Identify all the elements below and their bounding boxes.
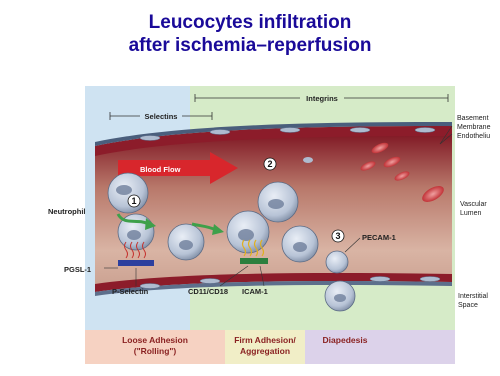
step-3-label: 3 (335, 231, 341, 241)
title-line-2: after ischemia–reperfusion (128, 35, 372, 56)
pecam-label: PECAM-1 (362, 233, 396, 242)
step-2-label: 2 (267, 159, 273, 169)
vascular-lumen-label-2: Lumen (460, 210, 482, 217)
endothelium-label: Endotheliu (457, 133, 491, 140)
basement-label-2: Membrane (457, 124, 491, 131)
neutrophil-label: Neutrophil (48, 207, 86, 216)
p-selectin-label: P-Selectin (112, 287, 149, 296)
selectins-label: Selectins (144, 112, 178, 121)
firm-adhesion-label-2: Aggregation (239, 346, 291, 356)
interstitial-label-2: Space (458, 302, 478, 309)
integrins-label: Integrins (306, 94, 338, 103)
cd11-cd18-label: CD11/CD18 (188, 287, 229, 296)
diapedesis-label: Diapedesis (322, 335, 368, 345)
icam-label: ICAM-1 (242, 287, 268, 296)
blood-flow-label: Blood Flow (140, 165, 181, 174)
pgsl-label: PGSL-1 (64, 265, 92, 274)
title-line-1: Leucocytes infiltration (148, 12, 352, 33)
vascular-lumen-label-1: Vascular (460, 201, 487, 208)
loose-adhesion-label-1: Loose Adhesion (122, 335, 188, 345)
p-selectin-receptor (118, 260, 154, 266)
step-1-label: 1 (131, 196, 137, 206)
basement-label-1: Basement (457, 115, 489, 122)
firm-adhesion-label-1: Firm Adhesion/ (234, 335, 296, 345)
interstitial-label-1: Interstitial (458, 293, 488, 300)
icam-receptor (240, 258, 268, 264)
loose-adhesion-label-2: ("Rolling") (133, 346, 177, 356)
